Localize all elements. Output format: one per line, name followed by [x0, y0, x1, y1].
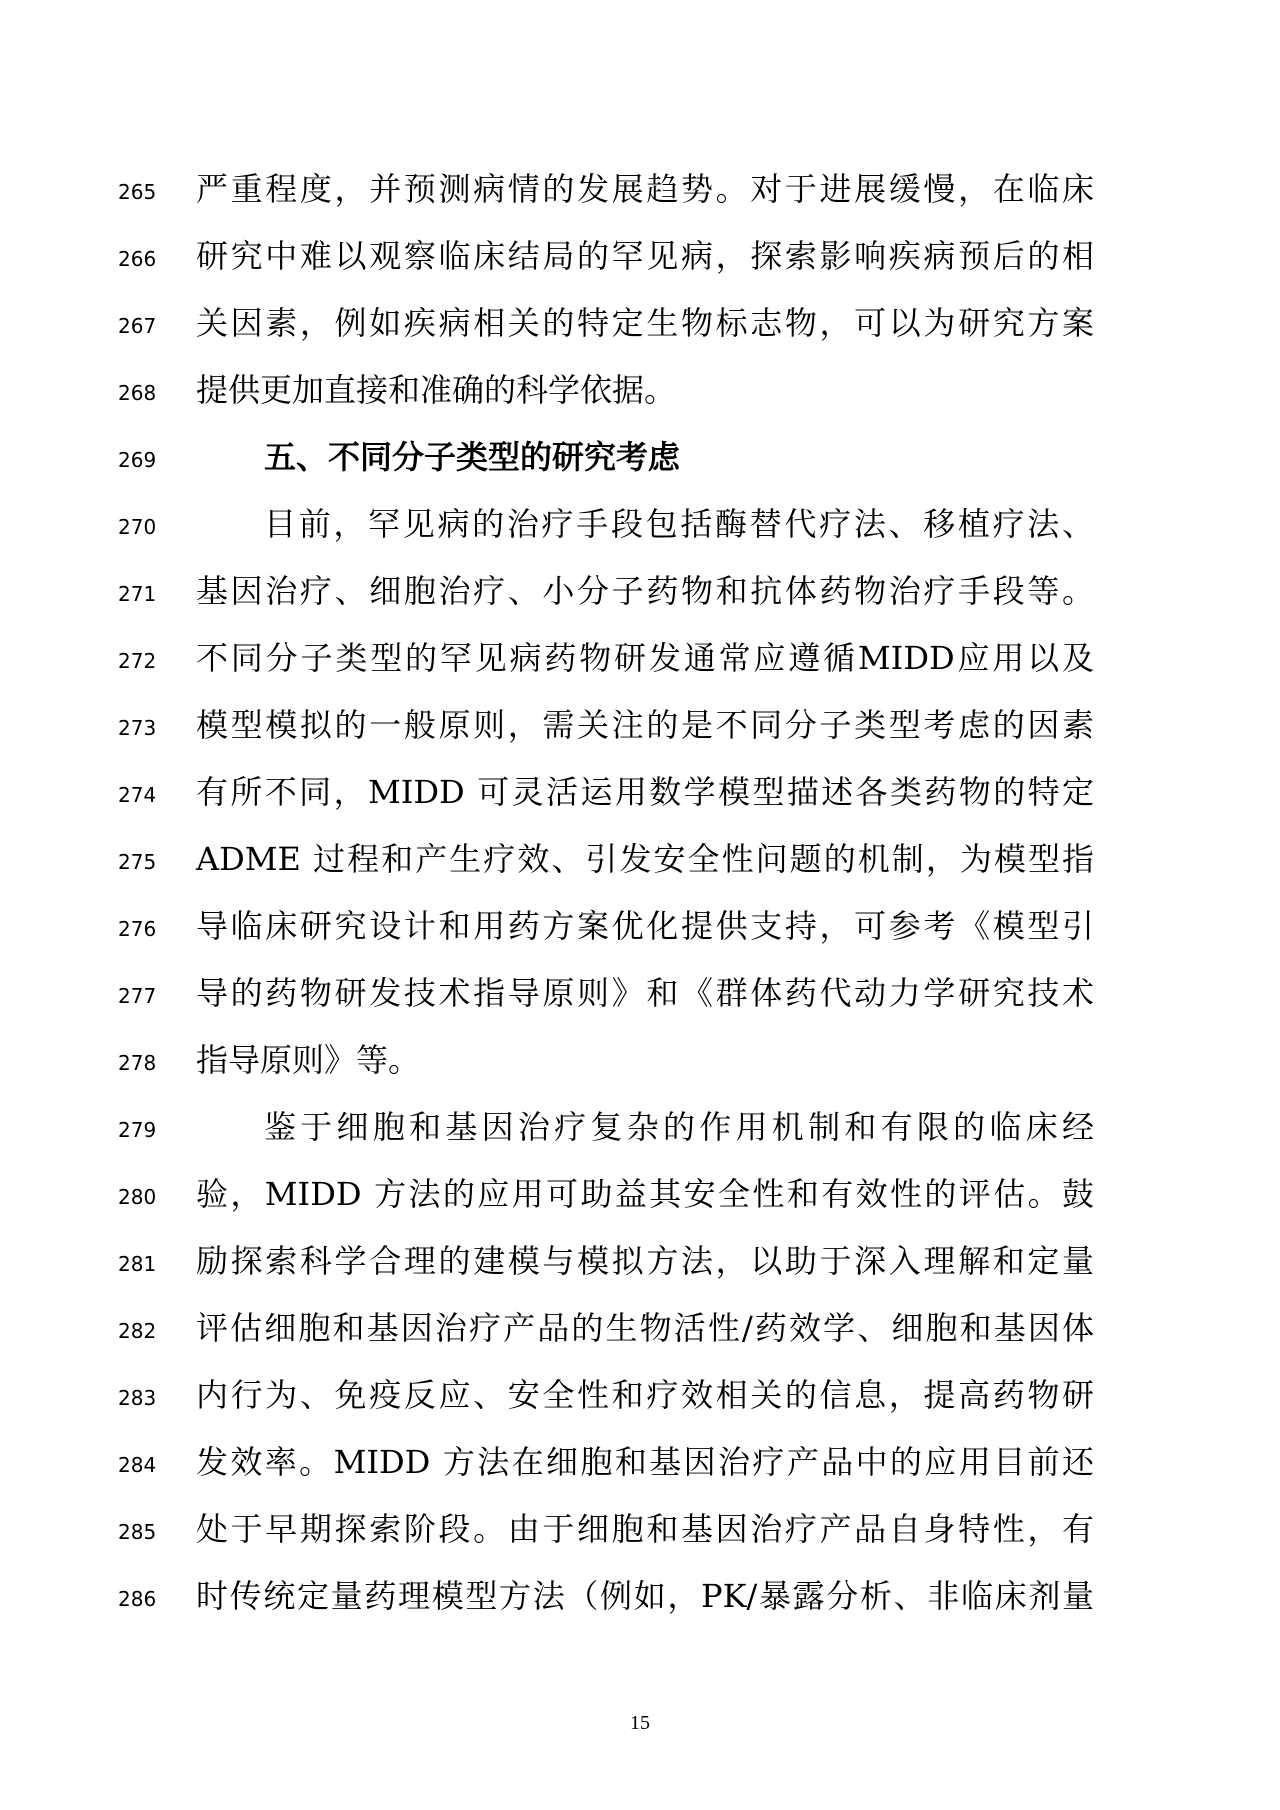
- body-text: 导的药物研发技术指导原则》和《群体药代动力学研究技术: [196, 974, 1094, 1012]
- line-number: 285: [118, 1520, 157, 1544]
- line-number: 271: [118, 582, 157, 606]
- body-text: 目前，罕见病的治疗手段包括酶替代疗法、移植疗法、: [264, 505, 1094, 543]
- line-number: 272: [118, 649, 157, 673]
- text-line: [0, 893, 1280, 960]
- line-number: 265: [118, 180, 157, 204]
- body-text: 评估细胞和基因治疗产品的生物活性/药效学、细胞和基因体: [196, 1309, 1094, 1347]
- text-line: [0, 357, 1280, 424]
- line-number: 286: [118, 1587, 157, 1611]
- body-text: 发效率。MIDD 方法在细胞和基因治疗产品中的应用目前还: [196, 1443, 1094, 1481]
- body-text: 基因治疗、细胞治疗、小分子药物和抗体药物治疗手段等。: [196, 572, 1094, 610]
- text-line: [0, 1027, 1280, 1094]
- line-number: 275: [118, 850, 157, 874]
- text-line: [0, 759, 1280, 826]
- line-number: 283: [118, 1386, 157, 1410]
- text-line: [0, 558, 1280, 625]
- line-number: 270: [118, 515, 157, 539]
- text-line: [0, 826, 1280, 893]
- text-line: [0, 1496, 1280, 1563]
- body-text: 模型模拟的一般原则，需关注的是不同分子类型考虑的因素: [196, 706, 1094, 744]
- text-line: [0, 960, 1280, 1027]
- text-line: [0, 1161, 1280, 1228]
- text-line: [0, 1362, 1280, 1429]
- text-line: [0, 625, 1280, 692]
- body-text: 验，MIDD 方法的应用可助益其安全性和有效性的评估。鼓: [196, 1175, 1094, 1213]
- body-text: 严重程度，并预测病情的发展趋势。对于进展缓慢，在临床: [196, 170, 1094, 208]
- body-text: 不同分子类型的罕见病药物研发通常应遵循MIDD应用以及: [196, 639, 1094, 677]
- body-text: 时传统定量药理模型方法（例如，PK/暴露分析、非临床剂量: [196, 1577, 1094, 1615]
- line-number: 277: [118, 984, 157, 1008]
- body-text: 提供更加直接和准确的科学依据。: [196, 371, 677, 409]
- body-text: 关因素，例如疾病相关的特定生物标志物，可以为研究方案: [196, 304, 1094, 342]
- text-line: [0, 491, 1280, 558]
- text-line: [0, 1228, 1280, 1295]
- line-number: 273: [118, 716, 157, 740]
- text-line: [0, 424, 1280, 491]
- body-text: 鉴于细胞和基因治疗复杂的作用机制和有限的临床经: [264, 1108, 1094, 1146]
- text-line: [0, 1295, 1280, 1362]
- text-line: [0, 1429, 1280, 1496]
- line-number: 266: [118, 247, 157, 271]
- body-text: ADME 过程和产生疗效、引发安全性问题的机制，为模型指: [196, 840, 1094, 878]
- line-number: 268: [118, 381, 157, 405]
- line-number: 281: [118, 1252, 157, 1276]
- line-number: 276: [118, 917, 157, 941]
- body-text: 研究中难以观察临床结局的罕见病，探索影响疾病预后的相: [196, 237, 1094, 275]
- body-text: 指导原则》等。: [196, 1041, 421, 1079]
- text-line: [0, 1094, 1280, 1161]
- line-number: 282: [118, 1319, 157, 1343]
- line-number: 284: [118, 1453, 157, 1477]
- line-number: 267: [118, 314, 157, 338]
- page-number: 15: [630, 1712, 650, 1734]
- text-line: [0, 1563, 1280, 1630]
- text-line: [0, 223, 1280, 290]
- text-line: [0, 156, 1280, 223]
- body-text: 导临床研究设计和用药方案优化提供支持，可参考《模型引: [196, 907, 1094, 945]
- text-line: [0, 290, 1280, 357]
- section-heading: 五、不同分子类型的研究考虑: [264, 438, 681, 476]
- line-number: 269: [118, 448, 157, 472]
- line-number: 280: [118, 1185, 157, 1209]
- body-text: 有所不同，MIDD 可灵活运用数学模型描述各类药物的特定: [196, 773, 1094, 811]
- text-line: [0, 692, 1280, 759]
- body-text: 内行为、免疫反应、安全性和疗效相关的信息，提高药物研: [196, 1376, 1094, 1414]
- line-number: 278: [118, 1051, 157, 1075]
- body-text: 处于早期探索阶段。由于细胞和基因治疗产品自身特性，有: [196, 1510, 1094, 1548]
- body-text: 励探索科学合理的建模与模拟方法，以助于深入理解和定量: [196, 1242, 1094, 1280]
- line-number: 274: [118, 783, 157, 807]
- line-number: 279: [118, 1118, 157, 1142]
